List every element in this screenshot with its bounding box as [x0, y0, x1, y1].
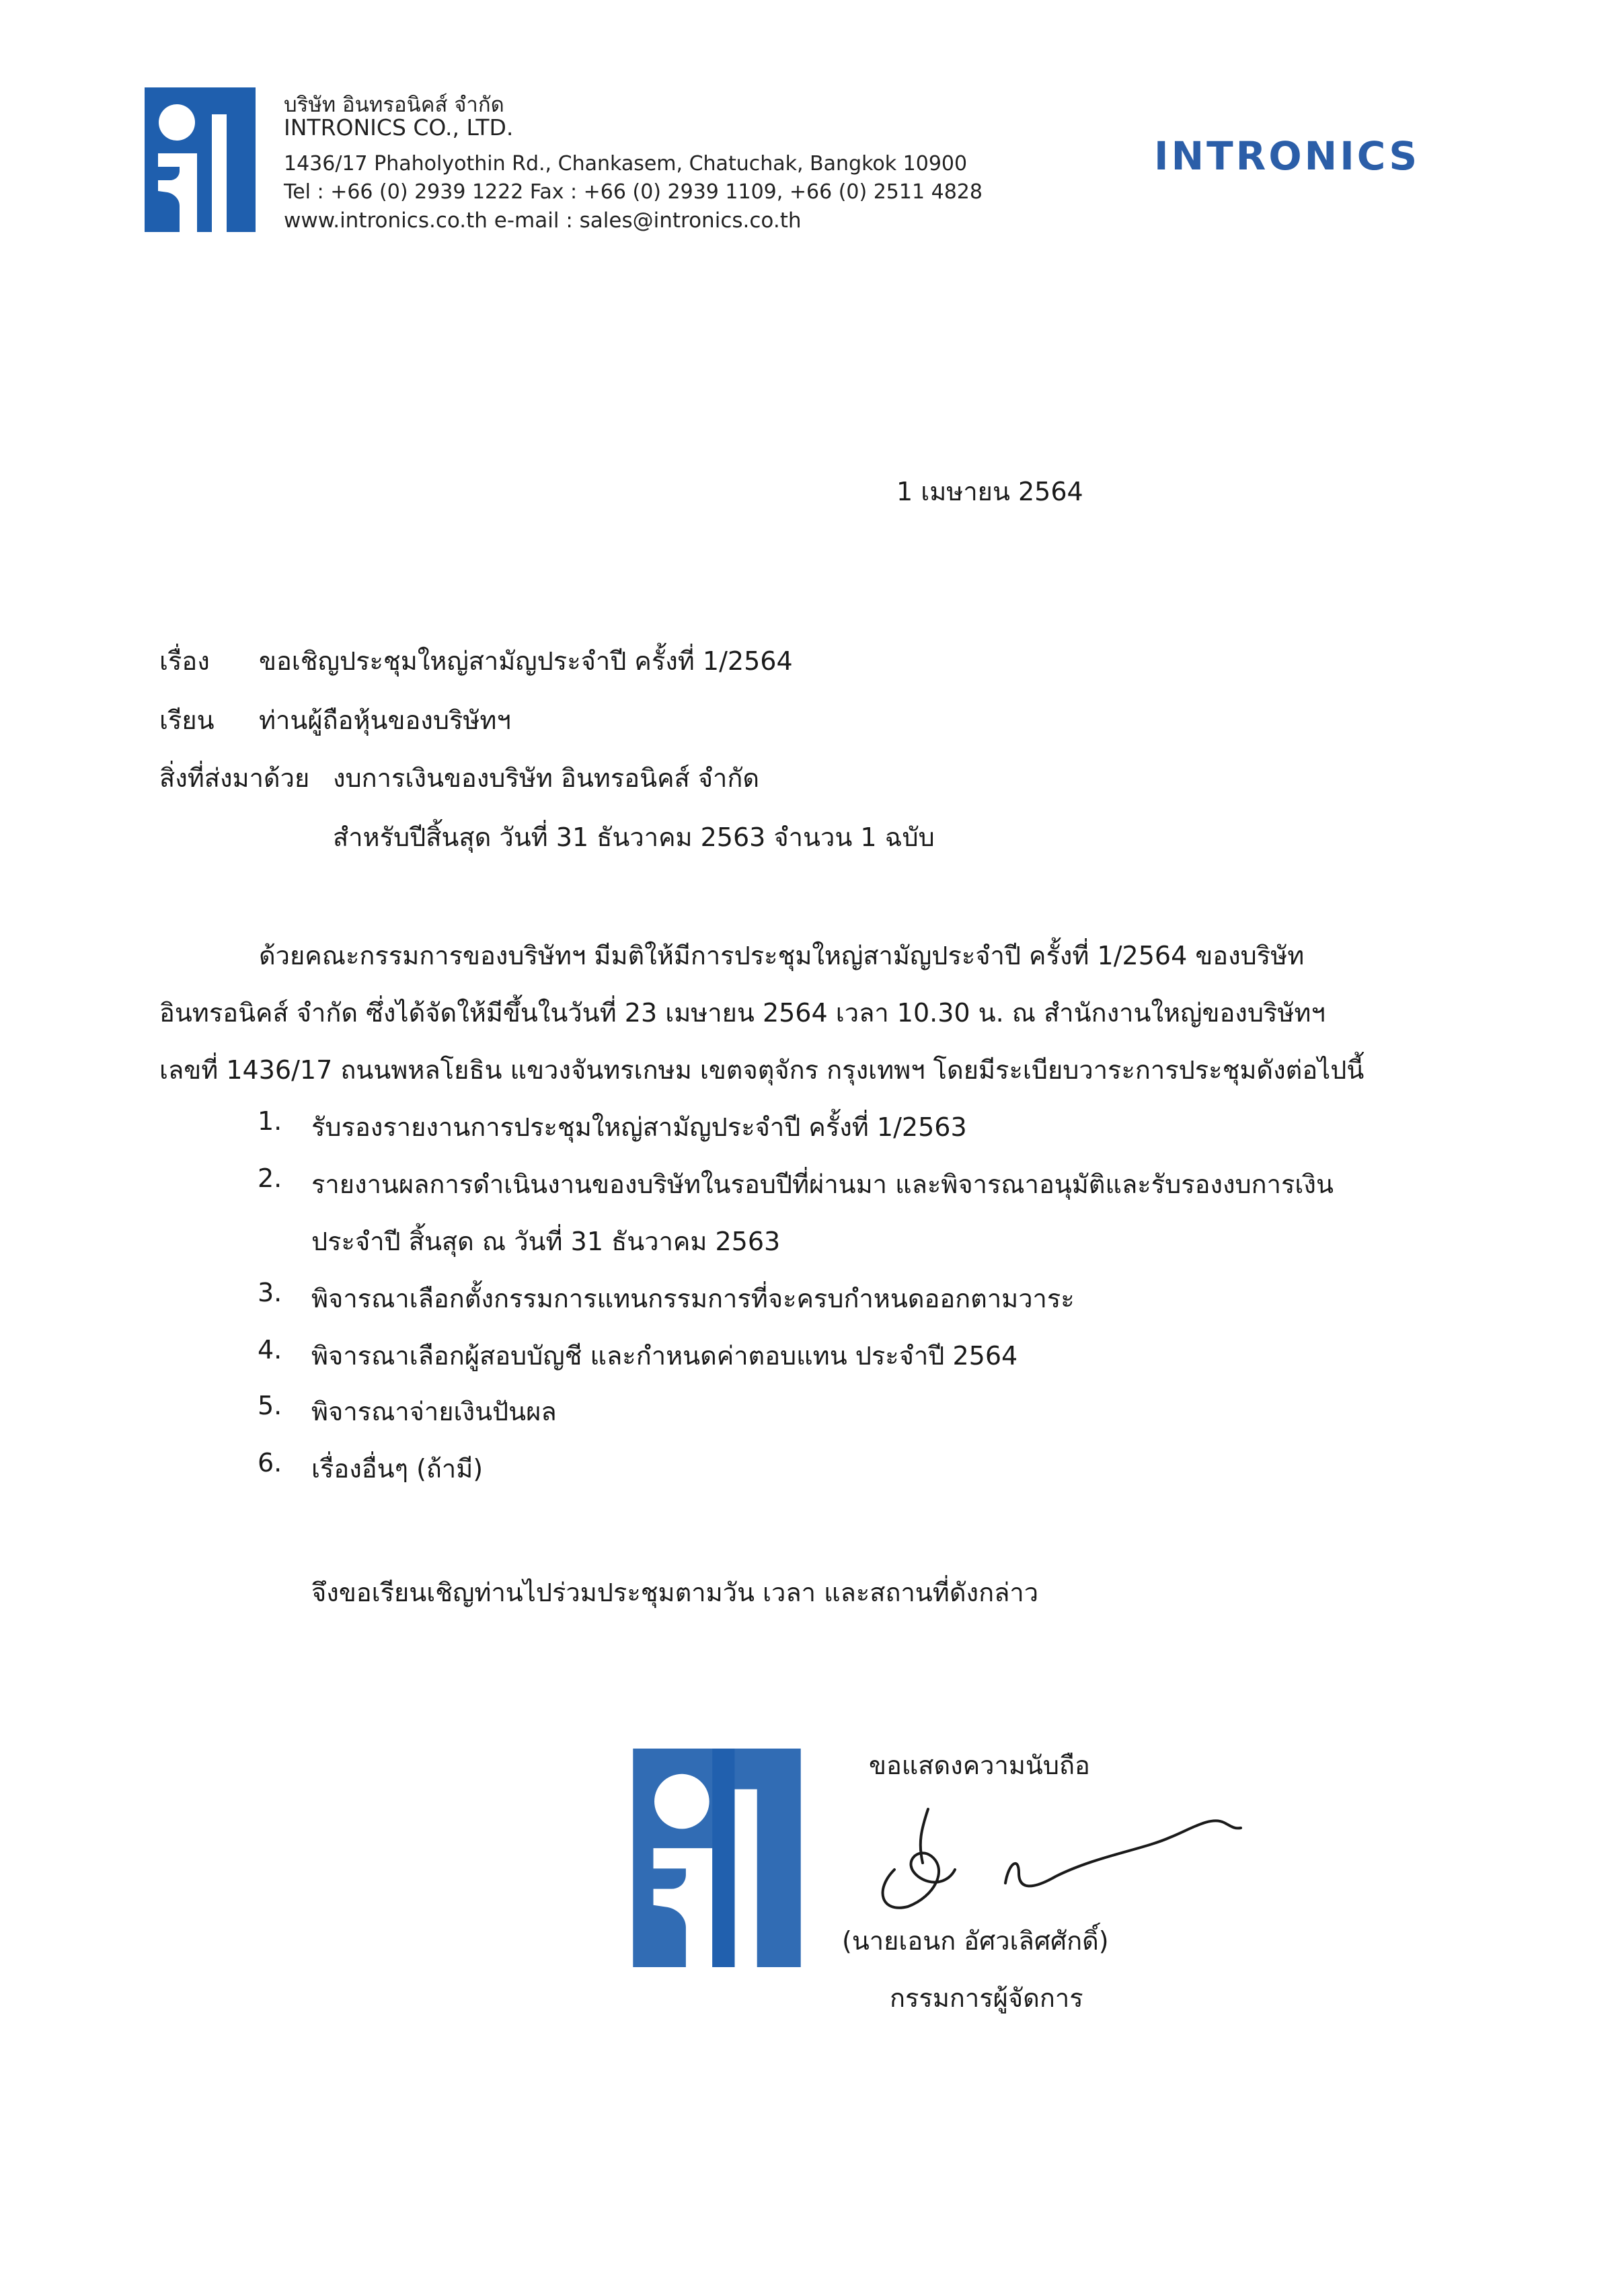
agenda-item-number: 6. — [258, 1448, 282, 1478]
signature-icon — [854, 1789, 1244, 1917]
closing-sentence: จึงขอเรียนเชิญท่านไปร่วมประชุมตามวัน เวลา และสถานที่ดังกล่าว — [311, 1578, 1039, 1607]
company-stamp-icon — [632, 1749, 802, 1967]
recipient-text: ท่านผู้ถือหุ้นของบริษัทฯ — [259, 705, 511, 735]
agenda-item-text: รับรองรายงานการประชุมใหญ่สามัญประจำปี ครั้งที่ 1/2563 — [311, 1112, 967, 1142]
body-paragraph-line-2: อินทรอนิคส์ จำกัด ซึ่งได้จัดให้มีขึ้นในวันที่ 23 เมษายน 2564 เวลา 10.30 น. ณ สำนักงานใหญ่ของบริษัทฯ — [159, 998, 1325, 1028]
company-name-thai: บริษัท อินทรอนิคส์ จำกัด — [284, 93, 504, 117]
subject-label: เรื่อง — [159, 646, 210, 676]
intronics-logo-icon — [145, 87, 256, 232]
company-name-english: INTRONICS CO., LTD. — [284, 114, 514, 141]
letter-date: 1 เมษายน 2564 — [896, 477, 1083, 506]
agenda-item-text: พิจารณาเลือกตั้งกรรมการแทนกรรมการที่จะครบกำหนดออกตามวาระ — [311, 1284, 1075, 1313]
agenda-item-text: รายงานผลการดำเนินงานของบริษัทในรอบปีที่ผ่านมา และพิจารณาอนุมัติและรับรองงบการเงิน — [311, 1170, 1334, 1199]
recipient-label: เรียน — [159, 705, 215, 735]
body-paragraph-line-3: เลขที่ 1436/17 ถนนพหลโยธิน แขวงจันทรเกษม เขตจตุจักร กรุงเทพฯ โดยมีระเบียบวาระการประชุมดังต่อไปนี้ — [159, 1055, 1365, 1085]
enclosure-line-1: งบการเงินของบริษัท อินทรอนิคส์ จำกัด — [333, 763, 760, 793]
agenda-item-text: พิจารณาเลือกผู้สอบบัญชี และกำหนดค่าตอบแทน ประจำปี 2564 — [311, 1341, 1018, 1371]
company-address: 1436/17 Phaholyothin Rd., Chankasem, Chatuchak, Bangkok 10900 — [284, 152, 968, 176]
body-paragraph-line-1: ด้วยคณะกรรมการของบริษัทฯ มีมติให้มีการประชุมใหญ่สามัญประจำปี ครั้งที่ 1/2564 ของบริษัท — [259, 941, 1305, 970]
company-contact: Tel : +66 (0) 2939 1222 Fax : +66 (0) 2939 1109, +66 (0) 2511 4828 — [284, 180, 983, 204]
agenda-item-text: เรื่องอื่นๆ (ถ้ามี) — [311, 1454, 484, 1484]
agenda-item-number: 4. — [258, 1335, 282, 1365]
agenda-item-text-continued: ประจำปี สิ้นสุด ณ วันที่ 31 ธันวาคม 2563 — [311, 1227, 781, 1256]
brand-wordmark: INTRONICS — [1154, 133, 1420, 179]
regards-text: ขอแสดงความนับถือ — [869, 1751, 1090, 1780]
signer-name: (นายเอนก อัศวเลิศศักดิ์) — [842, 1926, 1109, 1956]
signer-position: กรรมการผู้จัดการ — [890, 1983, 1083, 2013]
enclosure-line-2: สำหรับปีสิ้นสุด วันที่ 31 ธันวาคม 2563 จำนวน 1 ฉบับ — [333, 822, 935, 852]
company-web-email: www.intronics.co.th e-mail : sales@intronics.co.th — [284, 208, 802, 233]
agenda-item-number: 2. — [258, 1163, 282, 1193]
agenda-item-text: พิจารณาจ่ายเงินปันผล — [311, 1397, 557, 1426]
agenda-item-number: 5. — [258, 1391, 282, 1420]
subject-text: ขอเชิญประชุมใหญ่สามัญประจำปี ครั้งที่ 1/2564 — [259, 646, 793, 676]
agenda-item-number: 3. — [258, 1278, 282, 1307]
agenda-item-number: 1. — [258, 1106, 282, 1136]
enclosure-label: สิ่งที่ส่งมาด้วย — [159, 763, 310, 793]
